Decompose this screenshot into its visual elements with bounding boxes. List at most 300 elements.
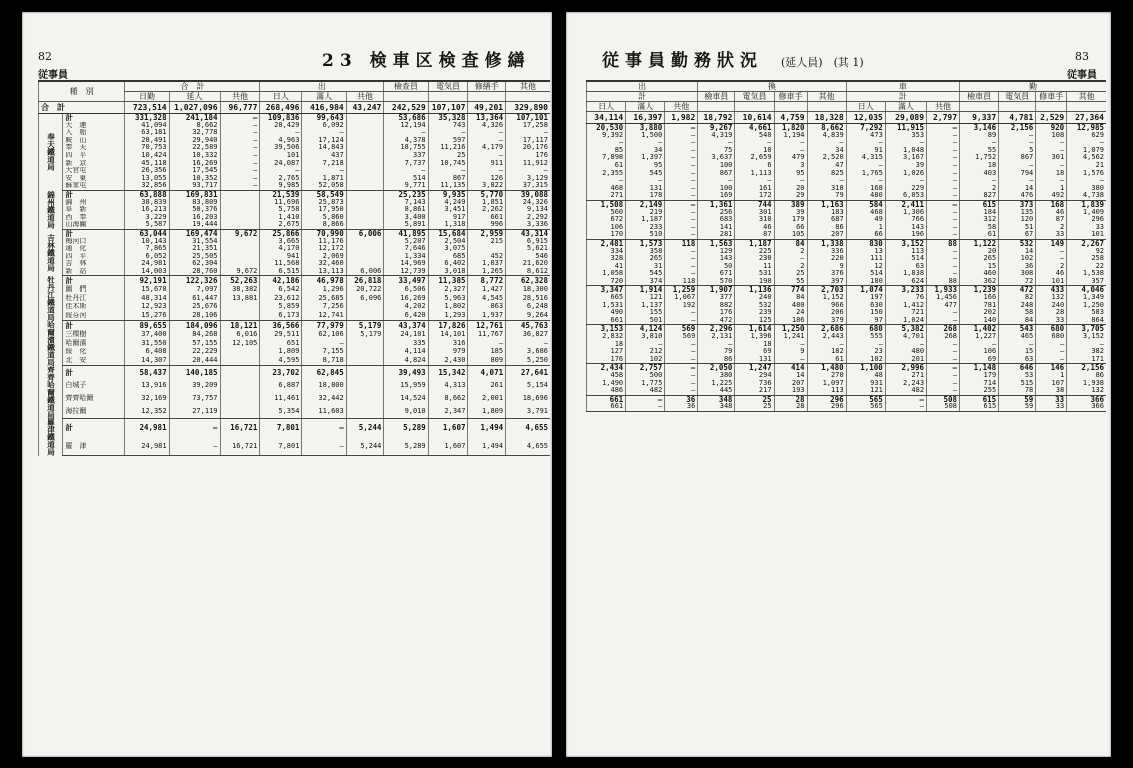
table-cell: 2,267 bbox=[1067, 239, 1106, 247]
row-label: 計 bbox=[63, 114, 125, 122]
table-cell: 42,186 bbox=[260, 276, 302, 285]
table-cell: — bbox=[468, 339, 506, 348]
table-cell: 1,933 bbox=[927, 286, 960, 294]
table-cell: 2,156 bbox=[1067, 364, 1106, 372]
table-cell: 8,662 bbox=[169, 122, 220, 130]
table-cell: 25 bbox=[735, 395, 774, 403]
header-total: 計 bbox=[846, 92, 959, 102]
table-cell: 62,106 bbox=[302, 330, 346, 339]
table-row bbox=[587, 372, 1107, 380]
table-cell: 12,352 bbox=[125, 405, 169, 419]
header-repair: 修車手 bbox=[774, 92, 807, 102]
table-cell: 32,169 bbox=[125, 392, 169, 405]
table-cell: 377 bbox=[698, 294, 735, 302]
table-row bbox=[39, 206, 551, 214]
table-cell: 555 bbox=[846, 333, 885, 341]
table-cell: — bbox=[774, 356, 807, 364]
table-cell: 296 bbox=[1067, 216, 1106, 224]
table-cell: 23,612 bbox=[260, 294, 302, 303]
table-cell: 7,292 bbox=[846, 124, 885, 132]
table-cell: — bbox=[665, 185, 698, 193]
table-cell: 31,550 bbox=[125, 339, 169, 348]
table-cell: 2 bbox=[960, 185, 999, 193]
table-cell: 10,352 bbox=[169, 175, 220, 183]
table-cell: 207 bbox=[774, 380, 807, 388]
table-cell: 270 bbox=[807, 372, 846, 380]
table-cell bbox=[220, 366, 260, 380]
table-cell: — bbox=[220, 122, 260, 130]
header-repair: 修車手 bbox=[1036, 92, 1067, 102]
table-cell: 85 bbox=[587, 147, 626, 155]
header-inspect: 檢車員 bbox=[960, 92, 999, 102]
table-cell: 39 bbox=[885, 162, 926, 170]
table-cell: 11,568 bbox=[260, 260, 302, 268]
table-cell: 1,576 bbox=[1067, 170, 1106, 178]
table-cell: 16,721 bbox=[220, 437, 260, 456]
table-cell: 20 bbox=[774, 185, 807, 193]
table-row bbox=[39, 245, 551, 253]
table-cell: 472 bbox=[698, 317, 735, 325]
table-row bbox=[39, 221, 551, 229]
table-cell: 16,397 bbox=[626, 112, 665, 124]
table-cell: 7,155 bbox=[302, 348, 346, 357]
table-cell: 176 bbox=[698, 309, 735, 317]
table-cell: 514 bbox=[885, 255, 926, 263]
region-group bbox=[587, 325, 1107, 364]
table-cell: 2,050 bbox=[698, 364, 735, 372]
table-cell: 2,156 bbox=[999, 124, 1036, 132]
table-cell: — bbox=[665, 263, 698, 271]
table-cell: 584 bbox=[846, 200, 885, 208]
table-cell: 100 bbox=[698, 162, 735, 170]
table-cell: 9,672 bbox=[220, 268, 260, 276]
header-blank bbox=[807, 102, 846, 112]
row-label: 四 平 bbox=[63, 253, 125, 261]
table-cell: 169 bbox=[698, 192, 735, 200]
table-cell: — bbox=[927, 139, 960, 147]
table-cell: 36 bbox=[665, 403, 698, 411]
table-cell: 5,179 bbox=[346, 321, 384, 330]
row-label: 大官屯 bbox=[63, 167, 125, 175]
table-cell: 1,113 bbox=[735, 170, 774, 178]
table-cell: 33 bbox=[1036, 317, 1067, 325]
table-cell: 25 bbox=[428, 152, 468, 160]
table-cell: 1,024 bbox=[885, 317, 926, 325]
right-page-number: 83 bbox=[1075, 50, 1089, 63]
table-cell: 22,589 bbox=[169, 144, 220, 152]
header-sub: 共他 bbox=[665, 102, 698, 112]
table-cell: 155 bbox=[626, 309, 665, 317]
table-cell: 15,276 bbox=[125, 312, 169, 321]
table-cell: 490 bbox=[587, 309, 626, 317]
table-row bbox=[39, 122, 551, 130]
table-cell: 1,227 bbox=[960, 333, 999, 341]
table-cell: 9,337 bbox=[960, 112, 999, 124]
table-cell: 18 bbox=[587, 341, 626, 349]
table-cell: 1,187 bbox=[626, 216, 665, 224]
table-cell: 744 bbox=[735, 200, 774, 208]
table-cell: 445 bbox=[698, 387, 735, 395]
table-cell: 917 bbox=[428, 214, 468, 222]
table-cell bbox=[346, 160, 384, 168]
table-cell bbox=[220, 348, 260, 357]
table-cell: — bbox=[846, 177, 885, 185]
table-cell: 52,263 bbox=[220, 276, 260, 285]
table-cell: 32,460 bbox=[302, 260, 346, 268]
right-section-label: 従事員 bbox=[1067, 70, 1097, 81]
table-cell: 11,912 bbox=[506, 160, 550, 168]
table-cell: 661 bbox=[468, 214, 506, 222]
table-cell: 296 bbox=[807, 403, 846, 411]
header-out: 出 bbox=[260, 81, 384, 92]
table-cell bbox=[220, 312, 260, 321]
table-cell: — bbox=[698, 341, 735, 349]
table-cell: 380 bbox=[1067, 185, 1106, 193]
table-cell: 7,865 bbox=[125, 245, 169, 253]
table-row bbox=[587, 192, 1107, 200]
table-cell: 3,791 bbox=[506, 405, 550, 419]
table-cell: 33 bbox=[1067, 224, 1106, 232]
table-cell: 597 bbox=[428, 137, 468, 145]
table-cell: — bbox=[665, 209, 698, 217]
table-cell: 687 bbox=[807, 216, 846, 224]
table-cell bbox=[346, 167, 384, 175]
table-cell: 105 bbox=[774, 231, 807, 239]
table-cell: 49 bbox=[846, 216, 885, 224]
table-cell: 920 bbox=[1036, 124, 1067, 132]
table-cell: 348 bbox=[698, 395, 735, 403]
table-cell: — bbox=[626, 395, 665, 403]
table-cell: 92,191 bbox=[125, 276, 169, 285]
table-cell: 16,213 bbox=[125, 206, 169, 214]
table-cell: 240 bbox=[1036, 302, 1067, 310]
region-label: 哈爾濱鐵道局 bbox=[39, 321, 63, 366]
table-cell: 476 bbox=[999, 192, 1036, 200]
table-cell: 1,250 bbox=[774, 325, 807, 333]
table-cell: 17,117 bbox=[506, 137, 550, 145]
table-cell: — bbox=[927, 372, 960, 380]
table-cell: 334 bbox=[587, 248, 626, 256]
table-cell: 4,315 bbox=[846, 154, 885, 162]
row-label: 新 站 bbox=[63, 268, 125, 276]
table-cell: 197 bbox=[846, 294, 885, 302]
table-cell: 500 bbox=[626, 372, 665, 380]
table-cell: 1,937 bbox=[468, 312, 506, 321]
table-cell: 39,506 bbox=[260, 144, 302, 152]
table-cell: 2,959 bbox=[468, 229, 506, 237]
table-cell bbox=[346, 245, 384, 253]
table-cell: 29,511 bbox=[260, 330, 302, 339]
table-cell: 1,048 bbox=[885, 147, 926, 155]
table-cell: 830 bbox=[846, 239, 885, 247]
table-cell: — bbox=[927, 209, 960, 217]
table-cell: 1,074 bbox=[846, 286, 885, 294]
row-label: 計 bbox=[63, 276, 125, 285]
header-total: 計 bbox=[587, 92, 698, 102]
table-cell: 13,364 bbox=[468, 114, 506, 122]
table-cell: 4,313 bbox=[428, 380, 468, 393]
table-cell: 101 bbox=[260, 152, 302, 160]
table-cell: 18 bbox=[1036, 170, 1067, 178]
header-sub: 日人 bbox=[846, 102, 885, 112]
table-cell: 24,981 bbox=[125, 418, 169, 437]
header-sub: 共他 bbox=[927, 102, 960, 112]
table-cell: 4,124 bbox=[626, 325, 665, 333]
table-cell: 100 bbox=[698, 185, 735, 193]
table-cell: 39,088 bbox=[506, 190, 550, 198]
table-cell: — bbox=[774, 341, 807, 349]
header-total-sub: 延人 bbox=[169, 92, 220, 102]
table-cell: 143 bbox=[698, 255, 735, 263]
table-cell: 294 bbox=[735, 372, 774, 380]
table-cell: 220 bbox=[807, 255, 846, 263]
table-cell: 11,176 bbox=[302, 238, 346, 246]
table-cell: — bbox=[698, 139, 735, 147]
table-cell: — bbox=[665, 270, 698, 278]
table-cell: — bbox=[665, 255, 698, 263]
table-cell: 3,233 bbox=[885, 286, 926, 294]
table-cell: 1 bbox=[1036, 185, 1067, 193]
table-cell: 1,122 bbox=[960, 239, 999, 247]
table-cell: 171 bbox=[1067, 356, 1106, 364]
table-cell: 7,256 bbox=[302, 303, 346, 312]
table-cell: 36 bbox=[665, 395, 698, 403]
table-cell: 1 bbox=[1036, 372, 1067, 380]
header-blank bbox=[506, 92, 550, 102]
table-cell: 33 bbox=[1036, 395, 1067, 403]
table-cell: 31 bbox=[626, 263, 665, 271]
table-cell: 67 bbox=[999, 231, 1036, 239]
table-cell: 125 bbox=[735, 317, 774, 325]
table-cell: 6,402 bbox=[428, 260, 468, 268]
table-cell: 477 bbox=[927, 302, 960, 310]
row-label: 蘇家屯 bbox=[63, 182, 125, 190]
table-cell: 1,412 bbox=[885, 302, 926, 310]
table-cell: 13,881 bbox=[220, 294, 260, 303]
table-cell: 143 bbox=[885, 224, 926, 232]
table-cell: 20,722 bbox=[346, 285, 384, 294]
table-cell: 66 bbox=[846, 231, 885, 239]
table-cell: 1,334 bbox=[384, 253, 428, 261]
table-cell: 4,963 bbox=[260, 137, 302, 145]
table-cell: — bbox=[807, 177, 846, 185]
table-cell: 437 bbox=[302, 152, 346, 160]
table-cell: 84 bbox=[774, 294, 807, 302]
table-cell: 18,800 bbox=[302, 380, 346, 393]
table-cell bbox=[346, 221, 384, 229]
table-row bbox=[587, 302, 1107, 310]
table-cell: 1,058 bbox=[587, 270, 626, 278]
table-cell: 3,880 bbox=[626, 124, 665, 132]
table-cell: 89 bbox=[960, 132, 999, 140]
table-cell: 545 bbox=[626, 170, 665, 178]
table-cell bbox=[220, 221, 260, 229]
table-cell bbox=[346, 199, 384, 207]
table-row bbox=[587, 132, 1107, 140]
table-cell: 34,114 bbox=[587, 112, 626, 124]
table-cell: 882 bbox=[698, 302, 735, 310]
table-cell: 24,981 bbox=[125, 260, 169, 268]
row-label: 海拉爾 bbox=[63, 405, 125, 419]
table-cell bbox=[346, 405, 384, 419]
table-cell: 11,767 bbox=[468, 330, 506, 339]
table-cell: 27,364 bbox=[1067, 112, 1106, 124]
table-cell: 29,940 bbox=[169, 137, 220, 145]
table-cell: 20,176 bbox=[506, 144, 550, 152]
table-row bbox=[587, 309, 1107, 317]
row-label: 安 東 bbox=[63, 175, 125, 183]
table-cell: 233 bbox=[626, 224, 665, 232]
header-blank bbox=[774, 102, 807, 112]
table-cell: 4,378 bbox=[384, 137, 428, 145]
table-cell: 7,801 bbox=[260, 437, 302, 456]
table-row bbox=[39, 167, 551, 175]
table-cell: — bbox=[1036, 147, 1067, 155]
table-cell: 569 bbox=[665, 333, 698, 341]
row-label: 牡丹江 bbox=[63, 294, 125, 303]
table-cell: 96,777 bbox=[220, 102, 260, 114]
table-cell: 5 bbox=[999, 147, 1036, 155]
table-cell: 79 bbox=[807, 192, 846, 200]
table-cell: — bbox=[774, 147, 807, 155]
table-cell: 2,327 bbox=[428, 285, 468, 294]
table-cell: 3,146 bbox=[960, 124, 999, 132]
table-row bbox=[39, 392, 551, 405]
region-group bbox=[39, 190, 551, 229]
table-cell: — bbox=[1067, 177, 1106, 185]
table-cell: 2,675 bbox=[260, 221, 302, 229]
table-cell: — bbox=[927, 177, 960, 185]
left-page-title: 23 検車区検査修繕 bbox=[322, 51, 531, 71]
table-cell: 3,153 bbox=[587, 325, 626, 333]
table-cell: 615 bbox=[960, 200, 999, 208]
table-cell: 141 bbox=[698, 224, 735, 232]
table-cell: 335 bbox=[384, 339, 428, 348]
table-cell: — bbox=[468, 129, 506, 137]
table-cell: — bbox=[999, 132, 1036, 140]
table-cell: — bbox=[665, 224, 698, 232]
table-cell: 13,916 bbox=[125, 380, 169, 393]
table-cell: 25,676 bbox=[169, 303, 220, 312]
table-cell: 4,071 bbox=[468, 366, 506, 380]
table-cell: 501 bbox=[626, 317, 665, 325]
table-cell: 1,838 bbox=[885, 270, 926, 278]
table-cell: 127 bbox=[587, 348, 626, 356]
table-cell bbox=[346, 392, 384, 405]
table-cell: 12,035 bbox=[846, 112, 885, 124]
table-cell: 569 bbox=[665, 325, 698, 333]
table-cell: 39,493 bbox=[384, 366, 428, 380]
table-cell: 39,209 bbox=[169, 380, 220, 393]
table-cell: 14,307 bbox=[125, 357, 169, 366]
table-cell: — bbox=[302, 129, 346, 137]
table-cell: 1,607 bbox=[428, 418, 468, 437]
table-cell: 18 bbox=[735, 341, 774, 349]
table-cell: 7,143 bbox=[384, 199, 428, 207]
table-cell: 911 bbox=[468, 160, 506, 168]
header-car: 車 bbox=[846, 81, 959, 92]
table-cell: 468 bbox=[587, 185, 626, 193]
table-cell: 15,959 bbox=[384, 380, 428, 393]
table-cell: 271 bbox=[587, 192, 626, 200]
table-cell: 4,114 bbox=[384, 348, 428, 357]
table-cell: 1,247 bbox=[735, 364, 774, 372]
table-cell: 328 bbox=[587, 255, 626, 263]
table-cell: 26,356 bbox=[125, 167, 169, 175]
table-cell: 9,267 bbox=[698, 124, 735, 132]
header-blank bbox=[468, 92, 506, 102]
table-cell: 212 bbox=[626, 348, 665, 356]
table-cell: 2,001 bbox=[468, 392, 506, 405]
table-cell: — bbox=[885, 341, 926, 349]
table-cell: 23 bbox=[846, 348, 885, 356]
table-cell: 248 bbox=[999, 302, 1036, 310]
table-cell: 4,839 bbox=[807, 132, 846, 140]
table-cell: 1,293 bbox=[428, 312, 468, 321]
table-cell: 161 bbox=[735, 185, 774, 193]
table-cell: — bbox=[927, 356, 960, 364]
table-cell: 66 bbox=[774, 224, 807, 232]
table-cell: 2 bbox=[1036, 263, 1067, 271]
region-group bbox=[39, 229, 551, 276]
table-cell: 4,179 bbox=[468, 144, 506, 152]
table-cell bbox=[346, 303, 384, 312]
table-cell: 86 bbox=[1067, 372, 1106, 380]
header-sub: 日人 bbox=[587, 102, 626, 112]
table-cell: 18,755 bbox=[384, 144, 428, 152]
table-cell: 9,672 bbox=[220, 229, 260, 237]
header-inspect: 檢查員 bbox=[384, 81, 428, 92]
table-cell: 17,124 bbox=[302, 137, 346, 145]
table-cell: 14,843 bbox=[302, 144, 346, 152]
table-cell: 28,760 bbox=[169, 268, 220, 276]
table-row bbox=[587, 154, 1107, 162]
table-cell: 2,292 bbox=[506, 214, 550, 222]
header-blank bbox=[428, 92, 468, 102]
table-cell: 5,382 bbox=[885, 325, 926, 333]
table-cell: 62,304 bbox=[169, 260, 220, 268]
table-cell: 91 bbox=[846, 147, 885, 155]
table-cell: 186 bbox=[774, 317, 807, 325]
table-cell: — bbox=[506, 129, 550, 137]
table-cell: — bbox=[665, 170, 698, 178]
table-cell: — bbox=[1036, 248, 1067, 256]
header-other: 其他 bbox=[506, 81, 550, 92]
table-cell: 19,444 bbox=[169, 221, 220, 229]
table-cell: 84 bbox=[999, 317, 1036, 325]
table-cell bbox=[346, 144, 384, 152]
table-cell: 111 bbox=[846, 255, 885, 263]
region-label: 齊齊哈爾鐵道局 bbox=[39, 366, 63, 419]
table-cell: — bbox=[885, 403, 926, 411]
row-label: 入 船 bbox=[63, 129, 125, 137]
table-cell: 4,326 bbox=[468, 122, 506, 130]
table-cell: 59 bbox=[999, 395, 1036, 403]
table-cell: 7,218 bbox=[302, 160, 346, 168]
table-cell bbox=[220, 357, 260, 366]
row-label: 三棵樹 bbox=[63, 330, 125, 339]
table-cell: 34 bbox=[626, 147, 665, 155]
table-cell: 482 bbox=[885, 387, 926, 395]
table-row bbox=[587, 364, 1107, 372]
table-cell: — bbox=[665, 248, 698, 256]
table-cell: 5,859 bbox=[260, 303, 302, 312]
table-row bbox=[39, 405, 551, 419]
table-cell: 1,907 bbox=[698, 286, 735, 294]
table-cell: — bbox=[927, 248, 960, 256]
region-label: 錦州鐵道局 bbox=[39, 190, 63, 229]
table-cell: 867 bbox=[698, 170, 735, 178]
